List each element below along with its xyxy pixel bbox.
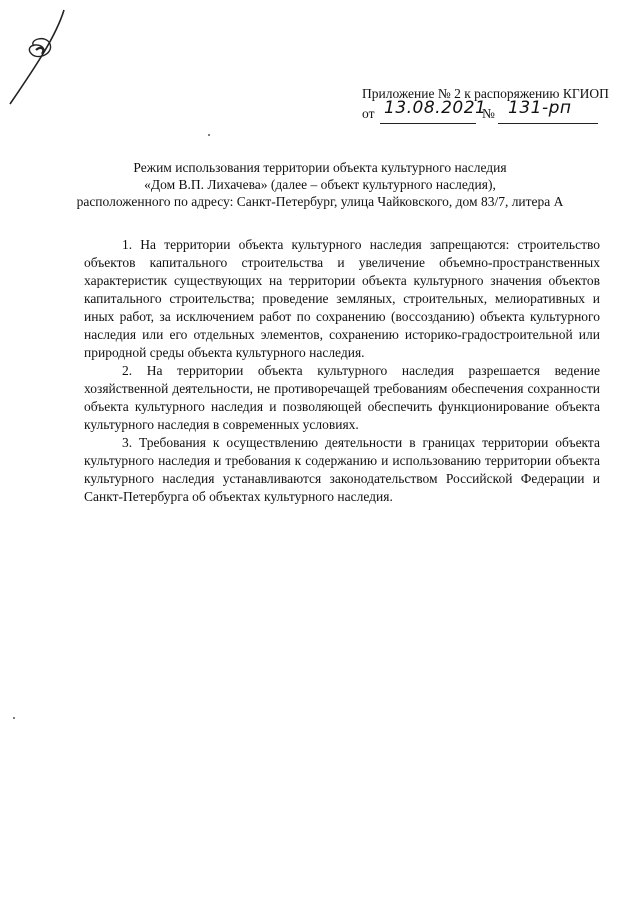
title-line: Режим использования территории объекта культурного наследия [133, 160, 507, 175]
handwritten-date: 13.08.2021 [384, 98, 487, 118]
handwritten-mark [6, 6, 68, 106]
paragraph: 1. На территории объекта культурного наследия запрещаются: строительство объектов капитального строительства и увеличение объемно-пространственных характеристик существующих на территории объекта культурного значения объектов капитального строительства; проведение земляных, строительных, мелиоративных и иных работ, за исключением работ по сохранению (воссозданию) объекта культурного наследия или его отдельных элементов, сохранению историко-градостроительной или природной среды объекта культурного наследия. [84, 237, 600, 360]
scan-speck [208, 134, 210, 136]
handwritten-number: 131-рп [508, 98, 572, 118]
number-underline [498, 123, 598, 124]
appendix-line: Приложение № 2 к распоряжению КГИОП [362, 86, 609, 101]
title-line: «Дом В.П. Лихачева» (далее – объект культурного наследия), [144, 177, 496, 192]
title-line: расположенного по адресу: Санкт-Петербург, улица Чайковского, дом 83/7, литера А [76, 194, 564, 209]
scan-speck [13, 717, 15, 719]
paragraph: 2. На территории объекта культурного наследия разрешается ведение хозяйственной деятельности, не противоречащей требованиям обеспечения сохранности объекта культурного наследия и позволяющей обеспечить функционирование объекта культурного наследия в современных условиях. [84, 363, 600, 432]
document-title [60, 159, 580, 210]
paragraph: 3. Требования к осуществлению деятельности в границах территории объекта культурного наследия и требования к содержанию и использованию территории объекта культурного наследия устанавливаются законодательством Российской Федерации и Санкт-Петербурга об объектах культурного наследия. [84, 435, 600, 504]
date-label: от [362, 106, 375, 121]
appendix-date-number-line [362, 98, 602, 129]
number-label: № [482, 106, 495, 121]
date-underline [380, 123, 476, 124]
appendix-reference [362, 85, 609, 129]
document-body [84, 236, 600, 506]
